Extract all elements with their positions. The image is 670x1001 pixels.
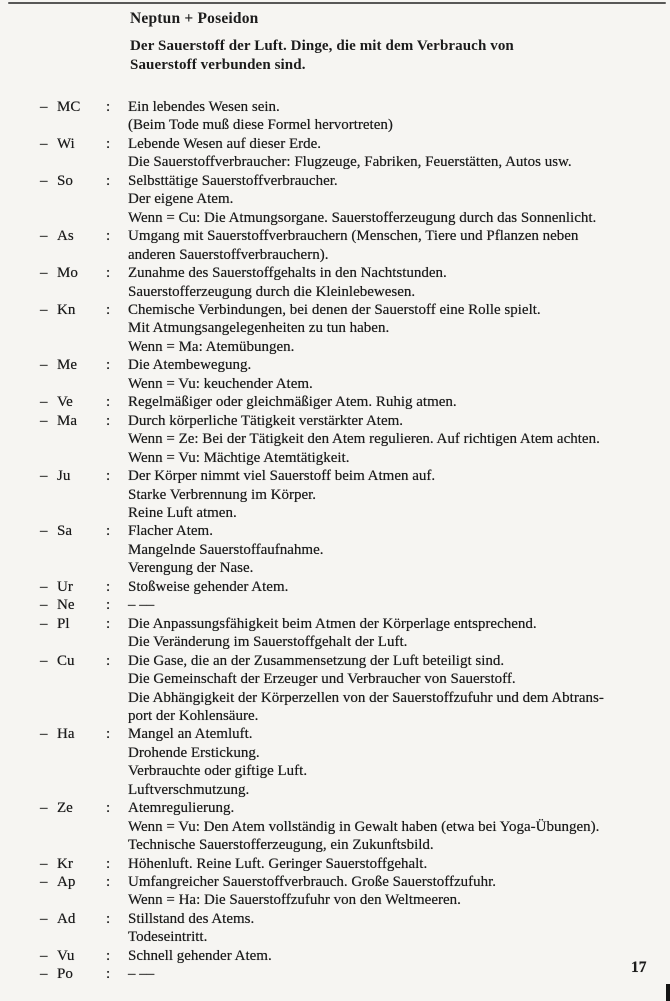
entry-key: Mo (57, 265, 78, 282)
entry-line: Chemische Verbindungen, bei denen der Sauerstoff eine Rolle spielt. (128, 301, 541, 318)
entry-gutter (0, 227, 128, 264)
colon-glyph: : (106, 652, 111, 669)
entry-line: Atemregulierung. (128, 800, 235, 817)
entry-key: MC (57, 99, 81, 115)
entry-line: Stoßweise gehender Atem. (128, 578, 289, 595)
list-item (0, 98, 670, 135)
entry-key: Ad (57, 910, 76, 927)
list-item (0, 264, 670, 301)
dash-glyph: – (40, 265, 48, 282)
list-item (0, 301, 670, 356)
entry-key: Ha (57, 726, 75, 743)
list-item (0, 412, 670, 467)
dash-glyph: – (40, 726, 48, 743)
entry-key: Cu (57, 652, 75, 669)
entry-lines (128, 467, 670, 522)
entry-key: As (57, 228, 74, 245)
entry-lines (128, 910, 670, 947)
list-item (0, 725, 670, 799)
entry-lines (128, 135, 670, 172)
entry-line: Umfangreicher Sauerstoffverbrauch. Große Sauerstoffzufuhr. (128, 874, 497, 891)
entry-key: Ap (57, 874, 76, 891)
entry-key: Ur (57, 578, 73, 595)
entry-line: Höhenluft. Reine Luft. Geringer Sauerstoffgehalt. (128, 855, 428, 872)
entry-line: Verbrauchte oder giftige Luft. (128, 763, 308, 780)
entry-lines (128, 725, 670, 799)
entry-lines (128, 947, 670, 965)
entry-gutter (0, 393, 128, 411)
entries-list (0, 98, 670, 984)
page-subtitle (130, 37, 514, 75)
dash-glyph: – (40, 99, 48, 115)
colon-glyph: : (106, 172, 111, 189)
scan-artifact-corner-mark (666, 984, 670, 1001)
colon-glyph: : (106, 800, 111, 817)
entry-key: Pl (57, 615, 70, 632)
entry-line: Sauerstofferzeugung durch die Kleinlebewesen. (128, 283, 416, 300)
entry-line: Die Abhängigkeit der Körperzellen von der Sauerstoffzufuhr und dem Abtrans- (128, 689, 604, 706)
entry-lines (128, 578, 670, 596)
colon-glyph: : (106, 726, 111, 743)
entry-line: Lebende Wesen auf dieser Erde. (128, 135, 322, 152)
entry-line: Wenn = Cu: Die Atmungsorgane. Sauerstofferzeugung durch das Sonnenlicht. (128, 209, 597, 226)
entry-gutter (0, 615, 128, 652)
colon-glyph: : (106, 301, 111, 318)
entry-key: Me (57, 357, 77, 374)
entry-gutter (0, 467, 128, 522)
entry-line: Luftverschmutzung. (128, 781, 250, 798)
entry-key: Kn (57, 301, 76, 318)
entry-line: Mit Atmungsangelegenheiten zu tun haben. (128, 320, 390, 337)
entry-gutter (0, 522, 128, 577)
entry-line: Schnell gehender Atem. (128, 947, 272, 964)
entry-lines (128, 98, 670, 135)
list-item (0, 356, 670, 393)
entry-lines (128, 873, 670, 910)
list-item (0, 227, 670, 264)
entry-line: Zunahme des Sauerstoffgehalts in den Nachtstunden. (128, 265, 447, 282)
colon-glyph: : (106, 265, 111, 282)
entry-lines (128, 596, 670, 614)
colon-glyph: : (106, 597, 111, 614)
entry-gutter (0, 725, 128, 799)
entry-key: So (57, 172, 73, 189)
entry-key: Ma (57, 412, 77, 429)
entry-lines (128, 652, 670, 726)
colon-glyph: : (106, 99, 111, 115)
entry-line: Stillstand des Atems. (128, 910, 255, 927)
list-item (0, 172, 670, 227)
page-title: Neptun + Poseidon (130, 10, 259, 27)
entry-lines (128, 522, 670, 577)
dash-glyph: – (40, 357, 48, 374)
entry-gutter (0, 578, 128, 596)
entry-line: Verengung der Nase. (128, 560, 254, 577)
dash-glyph: – (40, 468, 48, 485)
entry-line: Wenn = Vu: keuchender Atem. (128, 375, 313, 392)
entry-lines (128, 965, 670, 983)
entry-line: Starke Verbrennung im Körper. (128, 486, 317, 503)
colon-glyph: : (106, 578, 111, 595)
dash-glyph: – (40, 800, 48, 817)
entry-line: Todeseintritt. (128, 929, 208, 946)
entry-line: Die Sauerstoffverbraucher: Flugzeuge, Fabriken, Feuerstätten, Autos usw. (128, 154, 572, 171)
entry-line: – –– (128, 966, 155, 983)
colon-glyph: : (106, 228, 111, 245)
list-item (0, 910, 670, 947)
entry-gutter (0, 855, 128, 873)
list-item (0, 873, 670, 910)
dash-glyph: – (40, 578, 48, 595)
entry-gutter (0, 873, 128, 910)
colon-glyph: : (106, 412, 111, 429)
entry-gutter (0, 965, 128, 983)
entry-gutter (0, 596, 128, 614)
list-item (0, 799, 670, 854)
entry-gutter (0, 947, 128, 965)
colon-glyph: : (106, 615, 111, 632)
list-item (0, 467, 670, 522)
entry-gutter (0, 301, 128, 356)
dash-glyph: – (40, 947, 48, 964)
entry-gutter (0, 98, 128, 135)
entry-line: Durch körperliche Tätigkeit verstärkter Atem. (128, 412, 404, 429)
entry-line: Die Veränderung im Sauerstoffgehalt der Luft. (128, 634, 408, 651)
entry-line: Die Atembewegung. (128, 357, 252, 374)
entry-line: Ein lebendes Wesen sein. (128, 99, 280, 115)
colon-glyph: : (106, 966, 111, 983)
colon-glyph: : (106, 855, 111, 872)
list-item (0, 596, 670, 614)
entry-lines (128, 264, 670, 301)
entry-key: Wi (57, 135, 75, 152)
list-item (0, 578, 670, 596)
entry-gutter (0, 172, 128, 227)
entry-line: Die Gemeinschaft der Erzeuger und Verbraucher von Sauerstoff. (128, 671, 516, 688)
dash-glyph: – (40, 597, 48, 614)
colon-glyph: : (106, 468, 111, 485)
list-item (0, 393, 670, 411)
entry-line: Regelmäßiger oder gleichmäßiger Atem. Ruhig atmen. (128, 394, 457, 411)
dash-glyph: – (40, 135, 48, 152)
list-item (0, 947, 670, 965)
entry-key: Po (57, 966, 73, 983)
entry-line: Der eigene Atem. (128, 191, 234, 208)
entry-key: Kr (57, 855, 73, 872)
dash-glyph: – (40, 966, 48, 983)
dash-glyph: – (40, 874, 48, 891)
entry-line: – –– (128, 597, 155, 614)
entry-lines (128, 172, 670, 227)
entry-gutter (0, 910, 128, 947)
colon-glyph: : (106, 357, 111, 374)
entry-line: Selbsttätige Sauerstoffverbraucher. (128, 172, 338, 189)
list-item (0, 522, 670, 577)
entry-line: Wenn = Ma: Atemübungen. (128, 338, 295, 355)
entry-line: Reine Luft atmen. (128, 504, 237, 521)
dash-glyph: – (40, 855, 48, 872)
dash-glyph: – (40, 615, 48, 632)
entry-key: Ve (57, 394, 73, 411)
entry-key: Sa (57, 523, 72, 540)
entry-gutter (0, 652, 128, 726)
entry-lines (128, 855, 670, 873)
list-item (0, 135, 670, 172)
entry-lines (128, 615, 670, 652)
entry-line: Mangel an Atemluft. (128, 726, 253, 743)
entry-line: Umgang mit Sauerstoffverbrauchern (Menschen, Tiere und Pflanzen neben (128, 228, 579, 245)
colon-glyph: : (106, 394, 111, 411)
entry-line: Der Körper nimmt viel Sauerstoff beim Atmen auf. (128, 468, 436, 485)
dash-glyph: – (40, 394, 48, 411)
colon-glyph: : (106, 947, 111, 964)
entry-key: Ze (57, 800, 73, 817)
entry-line: Die Anpassungsfähigkeit beim Atmen der Körperlage entsprechend. (128, 615, 537, 632)
list-item (0, 855, 670, 873)
entry-line: Flacher Atem. (128, 523, 213, 540)
entry-line: Wenn = Vu: Den Atem vollständig in Gewalt haben (etwa bei Yoga-Übungen). (128, 818, 600, 835)
colon-glyph: : (106, 135, 111, 152)
entry-gutter (0, 264, 128, 301)
entry-line: Wenn = Ha: Die Sauerstoffzufuhr von den Weltmeeren. (128, 892, 461, 909)
entry-gutter (0, 356, 128, 393)
entry-lines (128, 301, 670, 356)
entry-key: Ne (57, 597, 75, 614)
entry-gutter (0, 799, 128, 854)
entry-line: Drohende Erstickung. (128, 744, 260, 761)
dash-glyph: – (40, 523, 48, 540)
entry-line: Wenn = Vu: Mächtige Atemtätigkeit. (128, 449, 350, 466)
subtitle-line: Der Sauerstoff der Luft. Dinge, die mit dem Verbrauch von (130, 38, 514, 54)
dash-glyph: – (40, 301, 48, 318)
entry-lines (128, 412, 670, 467)
dash-glyph: – (40, 910, 48, 927)
entry-gutter (0, 135, 128, 172)
entry-lines (128, 356, 670, 393)
entry-lines (128, 227, 670, 264)
dash-glyph: – (40, 652, 48, 669)
colon-glyph: : (106, 874, 111, 891)
entry-gutter (0, 412, 128, 467)
list-item (0, 965, 670, 983)
entry-lines (128, 799, 670, 854)
colon-glyph: : (106, 910, 111, 927)
dash-glyph: – (40, 412, 48, 429)
list-item (0, 652, 670, 726)
entry-key: Ju (57, 468, 71, 485)
page-number: 17 (631, 959, 647, 976)
list-item (0, 615, 670, 652)
entry-key: Vu (57, 947, 75, 964)
entry-lines (128, 393, 670, 411)
entry-line: (Beim Tode muß diese Formel hervortreten) (128, 117, 393, 134)
scan-artifact-top-line (8, 2, 666, 4)
entry-line: Technische Sauerstofferzeugung, ein Zukunftsbild. (128, 837, 434, 854)
entry-line: Mangelnde Sauerstoffaufnahme. (128, 541, 324, 558)
dash-glyph: – (40, 172, 48, 189)
entry-line: Wenn = Ze: Bei der Tätigkeit den Atem regulieren. Auf richtigen Atem achten. (128, 431, 600, 448)
entry-line: anderen Sauerstoffverbrauchern). (128, 246, 329, 263)
entry-line: Die Gase, die an der Zusammensetzung der Luft beteiligt sind. (128, 652, 505, 669)
colon-glyph: : (106, 523, 111, 540)
entry-line: port der Kohlensäure. (128, 707, 259, 724)
dash-glyph: – (40, 228, 48, 245)
subtitle-line: Sauerstoff verbunden sind. (130, 57, 306, 73)
